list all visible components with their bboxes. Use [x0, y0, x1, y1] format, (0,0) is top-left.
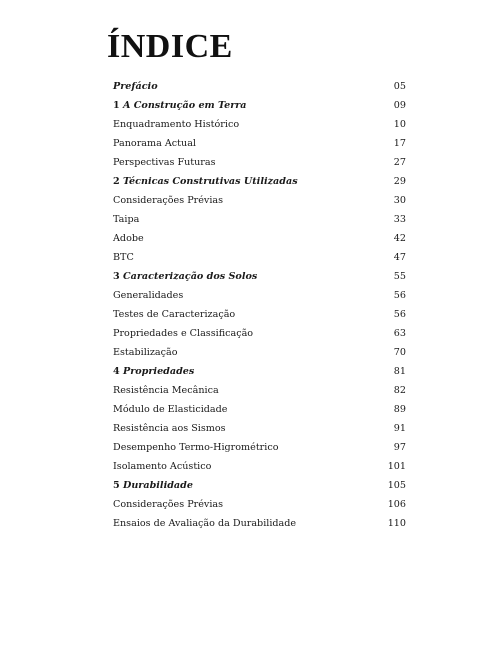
table-of-contents	[113, 77, 406, 533]
toc-page-number: 56	[393, 309, 406, 320]
toc-page-number: 70	[393, 347, 406, 358]
toc-entry-label: Generalidades	[113, 290, 184, 301]
toc-page-number: 91	[393, 423, 406, 434]
page-title: ÍNDICE	[107, 28, 233, 65]
toc-entry-label: Ensaios de Avaliação da Durabilidade	[113, 518, 297, 529]
toc-entry-section	[113, 438, 406, 457]
toc-page-number: 30	[393, 195, 406, 206]
toc-entry-label: Considerações Prévias	[113, 195, 224, 206]
toc-entry-chapter	[113, 362, 406, 381]
toc-page-number: 101	[387, 461, 406, 472]
toc-entry-title	[113, 324, 253, 343]
toc-entry-label: Taipa	[113, 214, 140, 225]
toc-entry-title	[113, 267, 257, 286]
toc-entry-section	[113, 286, 406, 305]
toc-page-number: 97	[393, 442, 406, 453]
toc-chapter-number: 5	[113, 480, 120, 491]
toc-entry-title	[113, 438, 278, 457]
toc-entry-label: Panorama Actual	[113, 138, 196, 149]
toc-entry-title	[113, 381, 219, 400]
toc-page-number: 81	[393, 366, 406, 377]
toc-chapter-number: 2	[113, 176, 120, 187]
toc-entry-label: Propriedades	[123, 366, 195, 377]
toc-entry-title	[113, 514, 296, 533]
toc-chapter-number: 3	[113, 271, 120, 282]
toc-entry-section	[113, 115, 406, 134]
toc-entry-section	[113, 305, 406, 324]
toc-entry-chapter	[113, 96, 406, 115]
toc-entry-section	[113, 229, 406, 248]
toc-entry-label: BTC	[113, 252, 134, 263]
toc-page-number: 47	[393, 252, 406, 263]
toc-entry-title	[113, 134, 196, 153]
toc-entry-section	[113, 495, 406, 514]
toc-page-number: 105	[387, 480, 406, 491]
toc-entry-label: Resistência Mecânica	[113, 385, 219, 396]
toc-entry-title	[113, 210, 139, 229]
toc-entry-label: A Construção em Terra	[123, 100, 247, 111]
toc-entry-title	[113, 400, 227, 419]
toc-entry-label: Perspectivas Futuras	[113, 157, 216, 168]
toc-entry-label: Considerações Prévias	[113, 499, 224, 510]
toc-page-number: 10	[393, 119, 406, 130]
toc-entry-title	[113, 153, 216, 172]
toc-entry-chapter	[113, 476, 406, 495]
toc-entry-title	[113, 115, 239, 134]
toc-entry-label: Testes de Caracterização	[113, 309, 236, 320]
toc-chapter-number: 4	[113, 366, 120, 377]
toc-entry-title	[113, 172, 298, 191]
toc-page-number: 106	[387, 499, 406, 510]
toc-page-number: 29	[393, 176, 406, 187]
toc-entry-label: Desempenho Termo-Higrométrico	[113, 442, 279, 453]
toc-page-number: 56	[393, 290, 406, 301]
toc-page-number: 09	[393, 100, 406, 111]
toc-entry-chapter	[113, 172, 406, 191]
toc-entry-section	[113, 419, 406, 438]
toc-page-number: 63	[393, 328, 406, 339]
toc-entry-section	[113, 248, 406, 267]
toc-entry-section	[113, 324, 406, 343]
toc-entry-label: Enquadramento Histórico	[113, 119, 240, 130]
toc-entry-title	[113, 77, 158, 96]
toc-chapter-number: 1	[113, 100, 120, 111]
toc-entry-title	[113, 476, 193, 495]
toc-entry-section	[113, 514, 406, 533]
toc-entry-title	[113, 96, 247, 115]
toc-entry-title	[113, 248, 134, 267]
toc-entry-title	[113, 305, 235, 324]
toc-entry-section	[113, 191, 406, 210]
toc-entry-title	[113, 229, 144, 248]
toc-entry-label: Adobe	[113, 233, 144, 244]
toc-entry-label: Técnicas Construtivas Utilizadas	[123, 176, 298, 187]
toc-page-number: 55	[393, 271, 406, 282]
toc-entry-section	[113, 153, 406, 172]
toc-entry-title	[113, 362, 194, 381]
toc-page-number: 42	[393, 233, 406, 244]
toc-page-number: 27	[393, 157, 406, 168]
toc-entry-title	[113, 343, 178, 362]
toc-entry-section	[113, 400, 406, 419]
toc-entry-chapter	[113, 267, 406, 286]
toc-entry-section	[113, 381, 406, 400]
toc-entry-label: Caracterização dos Solos	[123, 271, 258, 282]
toc-entry-label: Propriedades e Classificação	[113, 328, 254, 339]
toc-entry-section	[113, 210, 406, 229]
toc-entry-section	[113, 343, 406, 362]
toc-page-number: 17	[393, 138, 406, 149]
toc-entry-title	[113, 191, 223, 210]
toc-entry-intro	[113, 77, 406, 96]
toc-page-number: 05	[393, 81, 406, 92]
toc-entry-label: Módulo de Elasticidade	[113, 404, 228, 415]
toc-entry-label: Estabilização	[113, 347, 178, 358]
toc-entry-section	[113, 134, 406, 153]
toc-entry-label: Isolamento Acústico	[113, 461, 212, 472]
toc-entry-section	[113, 457, 406, 476]
toc-page-number: 89	[393, 404, 406, 415]
toc-entry-title	[113, 286, 183, 305]
toc-entry-label: Prefácio	[113, 81, 158, 92]
toc-entry-title	[113, 495, 223, 514]
toc-entry-title	[113, 457, 211, 476]
toc-entry-label: Durabilidade	[123, 480, 193, 491]
toc-entry-label: Resistência aos Sismos	[113, 423, 226, 434]
toc-entry-title	[113, 419, 226, 438]
toc-page-number: 110	[387, 518, 406, 529]
toc-page-number: 33	[393, 214, 406, 225]
toc-page-number: 82	[393, 385, 406, 396]
